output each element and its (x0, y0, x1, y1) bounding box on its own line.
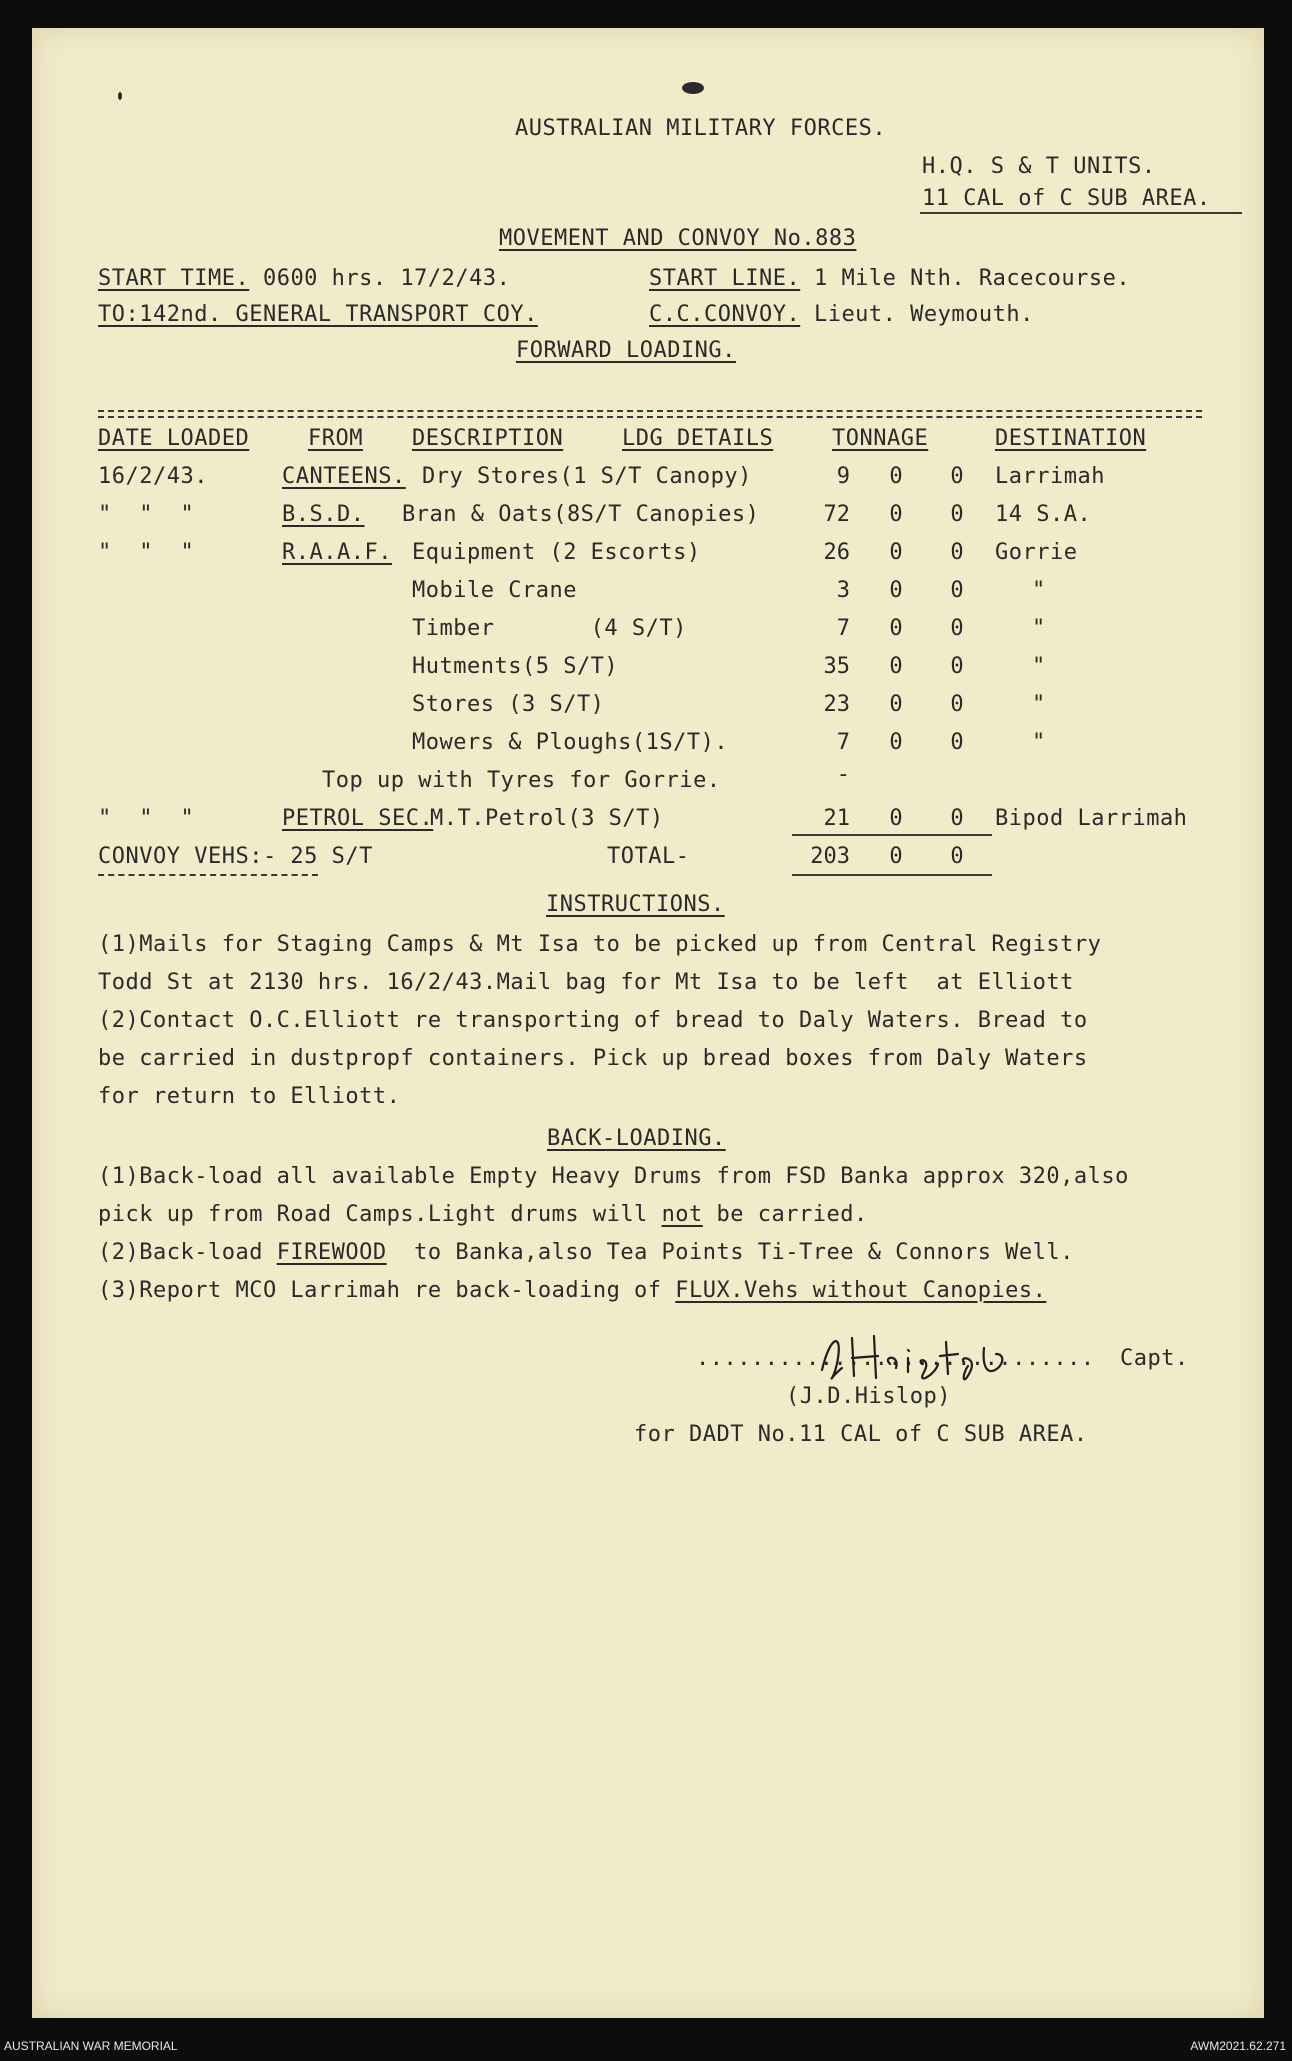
document-page (32, 28, 1264, 2018)
start-line (649, 266, 1130, 291)
unit-line-2: 11 CAL of C SUB AREA. (922, 186, 1211, 211)
instruction-line: (2)Contact O.C.Elliott re transporting of bread to Daly Waters. Bread to (98, 1008, 1088, 1033)
ink-mark (118, 92, 122, 100)
document-title: MOVEMENT AND CONVOY No.883 (499, 226, 857, 251)
row-from: R.A.A.F. (282, 540, 392, 565)
backloading-heading: BACK-LOADING. (547, 1126, 726, 1151)
instruction-line: Todd St at 2130 hrs. 16/2/43.Mail bag for Mt Isa to be left at Elliott (98, 970, 1074, 995)
col-header-destination: DESTINATION (995, 426, 1147, 451)
instruction-line: be carried in dustpropf containers. Pick up bread boxes from Daly Waters (98, 1046, 1088, 1071)
table-rule-top-2 (98, 416, 1202, 418)
row-description: Hutments(5 S/T) (412, 654, 619, 679)
row-tonnage-3: 0 (950, 616, 964, 641)
row-tonnage-1: 7 (836, 730, 850, 755)
row-date: " " " (98, 806, 195, 831)
backloading-line (98, 1240, 1074, 1265)
backloading-text: (2)Back-load (98, 1240, 277, 1265)
row-tonnage-2: 0 (889, 540, 903, 565)
start-time-value: 0600 hrs. 17/2/43. (249, 266, 511, 291)
row-tonnage-2: 0 (889, 730, 903, 755)
row-destination: 14 S.A. (995, 502, 1092, 527)
col-header-ldg-details: LDG DETAILS (622, 426, 774, 451)
footer-left: AUSTRALIAN WAR MEMORIAL (4, 2039, 178, 2053)
topup-note: Top up with Tyres for Gorrie. (322, 768, 721, 793)
row-tonnage-3: 0 (950, 654, 964, 679)
row-tonnage-1: 21 (823, 806, 850, 831)
row-destination: " (1032, 654, 1046, 679)
backloading-text: (3)Report MCO Larrimah re back-loading of (98, 1278, 676, 1303)
row-tonnage-3: 0 (950, 502, 964, 527)
handwritten-signature (812, 1328, 1042, 1388)
row-description: Stores (3 S/T) (412, 692, 605, 717)
row-destination: Larrimah (995, 464, 1105, 489)
row-tonnage-1: 9 (836, 464, 850, 489)
backloading-line (98, 1202, 868, 1227)
row-destination: Bipod Larrimah (995, 806, 1188, 831)
start-line-label: START LINE. (649, 266, 801, 291)
total-rule-bottom (792, 874, 992, 876)
backloading-emphasis: FLUX (675, 1278, 731, 1303)
row-tonnage-3: 0 (950, 730, 964, 755)
backloading-emphasis: .Vehs without Canopies. (730, 1278, 1047, 1303)
row-from: B.S.D. (282, 502, 365, 527)
signatory-name: (J.D.Hislop) (786, 1384, 951, 1409)
ink-mark (682, 82, 704, 94)
header-underline (920, 212, 1242, 214)
table-rule-top (98, 410, 1202, 412)
instruction-line: for return to Elliott. (98, 1084, 401, 1109)
total-label: TOTAL- (607, 844, 690, 869)
start-time-label: START TIME. (98, 266, 250, 291)
row-description: Bran & Oats(8S/T Canopies) (402, 502, 760, 527)
row-tonnage-2: 0 (889, 616, 903, 641)
total-tonnage-3: 0 (950, 844, 964, 869)
row-tonnage-2: 0 (889, 654, 903, 679)
row-date: 16/2/43. (98, 464, 208, 489)
row-date: " " " (98, 502, 195, 527)
forward-loading-heading: FORWARD LOADING. (516, 338, 736, 363)
row-description: Timber (4 S/T) (412, 616, 687, 641)
row-description: Mowers & Ploughs(1S/T). (412, 730, 729, 755)
row-tonnage-3: 0 (950, 464, 964, 489)
row-tonnage-2: 0 (889, 502, 903, 527)
row-destination: " (1032, 692, 1046, 717)
row-tonnage-1: 7 (836, 616, 850, 641)
total-tonnage-2: 0 (889, 844, 903, 869)
row-tonnage-1: 35 (823, 654, 850, 679)
signature-rank: Capt. (1120, 1346, 1189, 1371)
row-description: Dry Stores(1 S/T Canopy) (422, 464, 752, 489)
total-tonnage-1: 203 (810, 844, 850, 869)
row-date: " " " (98, 540, 195, 565)
backloading-text: pick up from Road Camps.Light drums will (98, 1202, 662, 1227)
row-tonnage-1: 3 (836, 578, 850, 603)
row-tonnage-3: 0 (950, 806, 964, 831)
org-title: AUSTRALIAN MILITARY FORCES. (515, 116, 887, 141)
cc-convoy-label: C.C.CONVOY. (649, 302, 801, 327)
signatory-role: for DADT No.11 CAL of C SUB AREA. (634, 1422, 1088, 1447)
row-tonnage-1: 26 (823, 540, 850, 565)
row-destination: Gorrie (995, 540, 1078, 565)
row-from: CANTEENS. (282, 464, 406, 489)
backloading-line (98, 1278, 1046, 1303)
col-header-date: DATE LOADED (98, 426, 250, 451)
row-from: PETROL SEC. (282, 806, 434, 831)
backloading-emphasis: FIREWOOD (276, 1240, 387, 1265)
instruction-line: (1)Mails for Staging Camps & Mt Isa to be picked up from Central Registry (98, 932, 1102, 957)
row-tonnage-2: 0 (889, 464, 903, 489)
signature-dots: ............................. (696, 1346, 1095, 1371)
topup-tonnage: - (836, 762, 850, 787)
row-destination: " (1032, 616, 1046, 641)
cc-convoy (649, 302, 1034, 327)
row-description: M.T.Petrol(3 S/T) (430, 806, 664, 831)
total-rule-top (792, 834, 992, 836)
instructions-heading: INSTRUCTIONS. (546, 892, 725, 917)
row-tonnage-3: 0 (950, 692, 964, 717)
backloading-line: (1)Back-load all available Empty Heavy Drums from FSD Banka approx 320,also (98, 1164, 1129, 1189)
start-time (98, 266, 510, 291)
row-tonnage-3: 0 (950, 578, 964, 603)
row-tonnage-2: 0 (889, 806, 903, 831)
row-description: Mobile Crane (412, 578, 577, 603)
row-tonnage-2: 0 (889, 692, 903, 717)
row-tonnage-3: 0 (950, 540, 964, 565)
cc-convoy-value: Lieut. Weymouth. (800, 302, 1034, 327)
col-header-description: DESCRIPTION (412, 426, 564, 451)
row-description: Equipment (2 Escorts) (412, 540, 701, 565)
col-header-from: FROM (308, 426, 363, 451)
row-destination: " (1032, 578, 1046, 603)
backloading-text: to Banka,also Tea Points Ti-Tree & Connors Well. (386, 1240, 1074, 1265)
convoy-vehicles: CONVOY VEHS:- 25 S/T (98, 844, 373, 869)
row-tonnage-1: 72 (823, 502, 850, 527)
to-line: TO:142nd. GENERAL TRANSPORT COY. (98, 302, 538, 327)
footer-right: AWM2021.62.271 (1190, 2039, 1286, 2053)
row-tonnage-2: 0 (889, 578, 903, 603)
row-tonnage-1: 23 (823, 692, 850, 717)
start-line-value: 1 Mile Nth. Racecourse. (800, 266, 1131, 291)
backloading-emphasis: not (661, 1202, 703, 1227)
col-header-tonnage: TONNAGE (832, 426, 929, 451)
row-destination: " (1032, 730, 1046, 755)
convoy-vehicles-underline (98, 874, 318, 876)
unit-line-1: H.Q. S & T UNITS. (922, 154, 1156, 179)
backloading-text: be carried. (702, 1202, 868, 1227)
